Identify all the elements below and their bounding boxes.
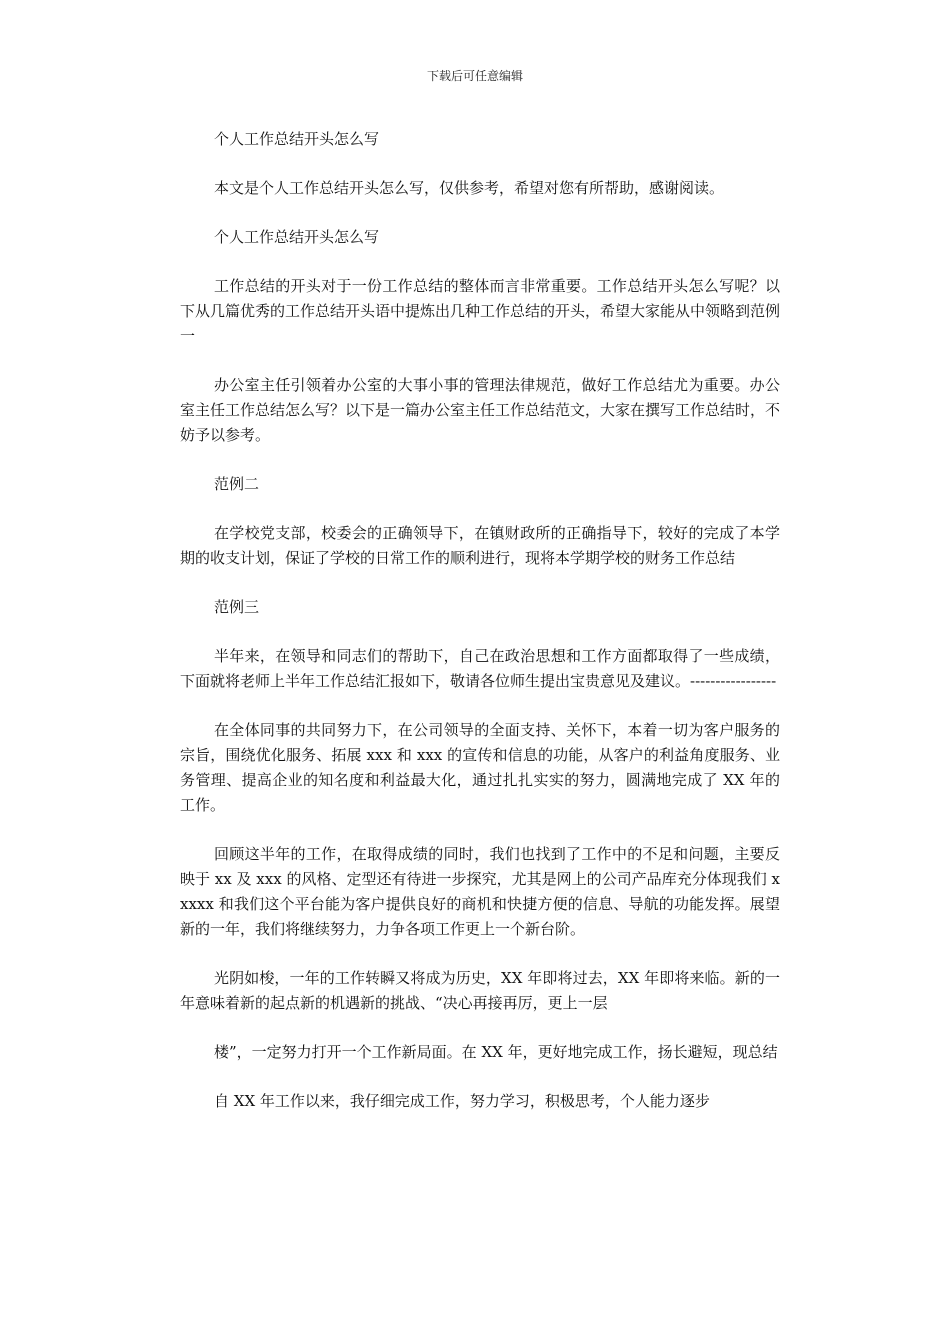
intro-paragraph: 本文是个人工作总结开头怎么写，仅供参考，希望对您有所帮助，感谢阅读。 xyxy=(214,179,725,197)
paragraph-new-year-1: 光阴如梭，一年的工作转瞬又将成为历史，XX 年即将过去，XX 年即将来临。新的一年意味着新的起点新的机遇新的挑战、“决心再接再厉，更上一层 xyxy=(180,969,780,1012)
example-three-heading: 范例三 xyxy=(214,598,260,616)
download-note: 下载后可任意编辑 xyxy=(426,69,523,83)
paragraph-school-finance: 在学校党支部，校委会的正确领导下，在镇财政所的正确指导下，较好的完成了本学期的收支计划，保证了学校的日常工作的顺利进行，现将本学期学校的财务工作总结 xyxy=(180,524,780,567)
section-title: 个人工作总结开头怎么写 xyxy=(214,228,380,246)
paragraph-office-director: 办公室主任引领着办公室的大事小事的管理法律规范，做好工作总结尤为重要。办公室主任工作总结怎么写？以下是一篇办公室主任工作总结范文，大家在撰写工作总结时，不妨予以参考。 xyxy=(180,376,781,444)
paragraph-half-year-summary: 半年来，在领导和同志们的帮助下，自己在政治思想和工作方面都取得了一些成绩，下面就将老师上半年工作总结汇报如下，敬请各位师生提出宝贵意见及建议。----------------- xyxy=(180,647,780,690)
paragraph-new-year-2: 楼”，一定努力打开一个工作新局面。在 XX 年，更好地完成工作，扬长避短，现总结 xyxy=(214,1043,778,1061)
paragraph-opening-importance: 工作总结的开头对于一份工作总结的整体而言非常重要。工作总结开头怎么写呢？以下从几篇优秀的工作总结开头语中提炼出几种工作总结的开头，希望大家能从中领略到范例一 xyxy=(180,277,781,345)
example-two-heading: 范例二 xyxy=(214,475,260,493)
paragraph-since-work-start: 自 XX 年工作以来，我仔细完成工作，努力学习，积极思考，个人能力逐步 xyxy=(214,1092,710,1110)
paragraph-review-problems: 回顾这半年的工作，在取得成绩的同时，我们也找到了工作中的不足和问题，主要反映于 xx 及 xxx 的风格、定型还有待进一步探究，尤其是网上的公司产品库充分体现我们 xxxxx 和我们这个平台能为客户提供良好的商机和快捷方便的信息、导航的功能发挥。展望新的一年，我们将继续努力，力争各项工作更上一个新台阶。 xyxy=(180,845,780,938)
paragraph-company-service: 在全体同事的共同努力下，在公司领导的全面支持、关怀下，本着一切为客户服务的宗旨，围绕优化服务、拓展 xxx 和 xxx 的宣传和信息的功能，从客户的利益角度服务、业务管理、提高企业的知名度和利益最大化，通过扎扎实实的努力，圆满地完成了 XX 年的工作。 xyxy=(180,721,780,814)
document-body xyxy=(180,127,780,1138)
document-title: 个人工作总结开头怎么写 xyxy=(214,130,380,148)
